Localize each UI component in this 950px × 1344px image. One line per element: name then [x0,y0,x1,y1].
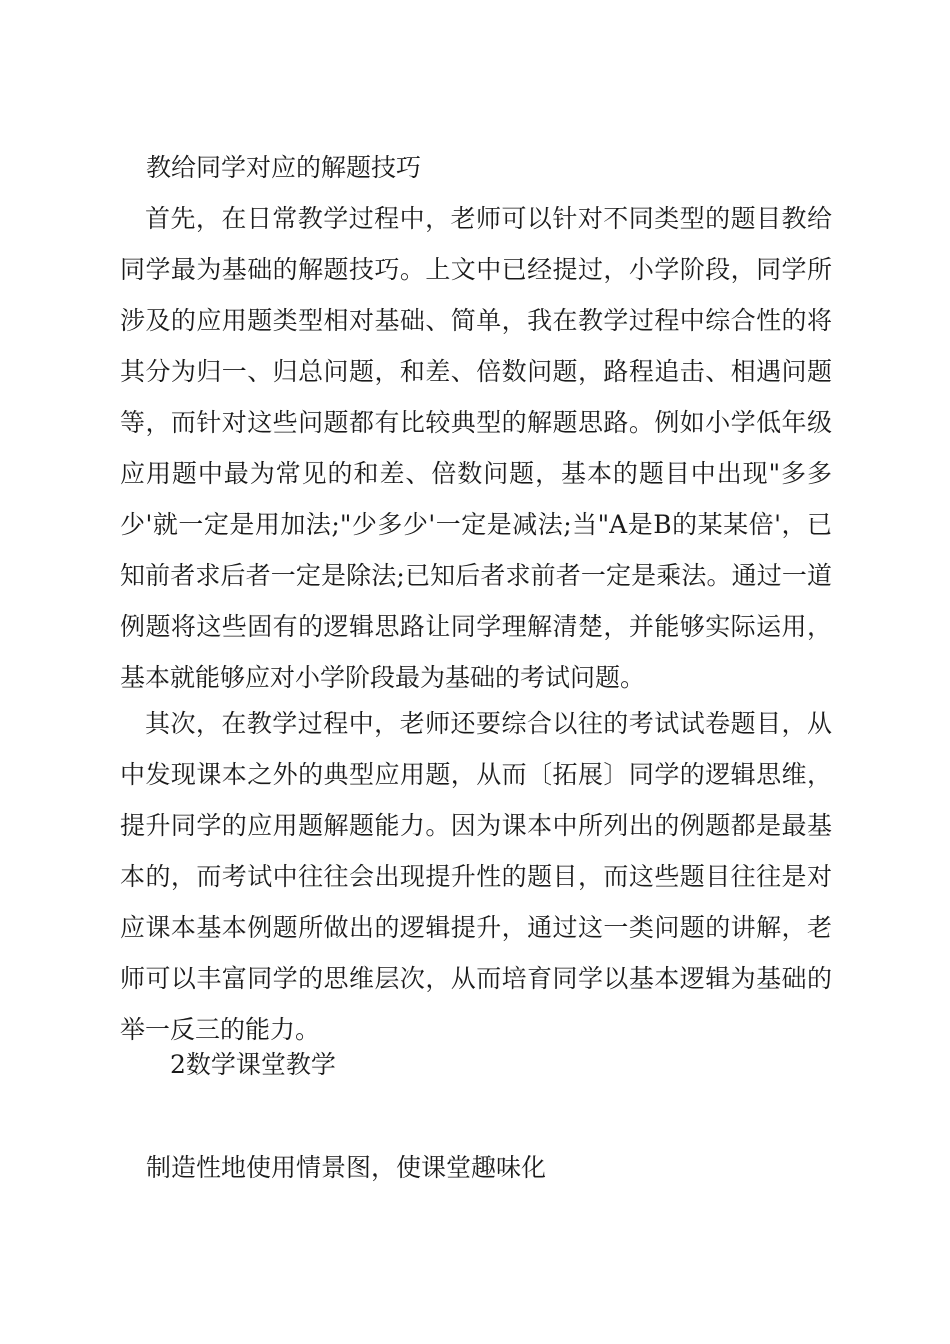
section-heading-techniques: 教给同学对应的解题技巧 [146,153,422,182]
section-heading-scenario-pictures: 制造性地使用情景图，使课堂趣味化 [146,1153,547,1182]
paragraph-basic-techniques: 首先，在日常教学过程中，老师可以针对不同类型的题目教给同学最为基础的解题技巧。上文中已经提过，小学阶段，同学所涉及的应用题类型相对基础、简单，我在教学过程中综合性的将其分为归一、归总问题，和差、倍数问题，路程追击、相遇问题等，而针对这些问题都有比较典型的解题思路。例如小学低年级应用题中最为常见的和差、倍数问题，基本的题目中出现"多多少'就一定是用加法;"少多少'一定是减法;当"A是B的某某倍'，已知前者求后者一定是除法;已知后者求前者一定是乘法。通过一道例题将这些固有的逻辑思路让同学理解清楚，并能够实际运用，基本就能够应对小学阶段最为基础的考试问题。 [120,204,832,692]
section-heading-classroom-teaching: 2数学课堂教学 [170,1050,336,1079]
paragraph-extended-thinking: 其次，在教学过程中，老师还要综合以往的考试试卷题目，从中发现课本之外的典型应用题，从而〔拓展〕同学的逻辑思维，提升同学的应用题解题能力。因为课本中所列出的例题都是最基本的，而考试中往往会出现提升性的题目，而这些题目往往是对应课本基本例题所做出的逻辑提升，通过这一类问题的讲解，老师可以丰富同学的思维层次，从而培育同学以基本逻辑为基础的举一反三的能力。 [120,709,832,1044]
